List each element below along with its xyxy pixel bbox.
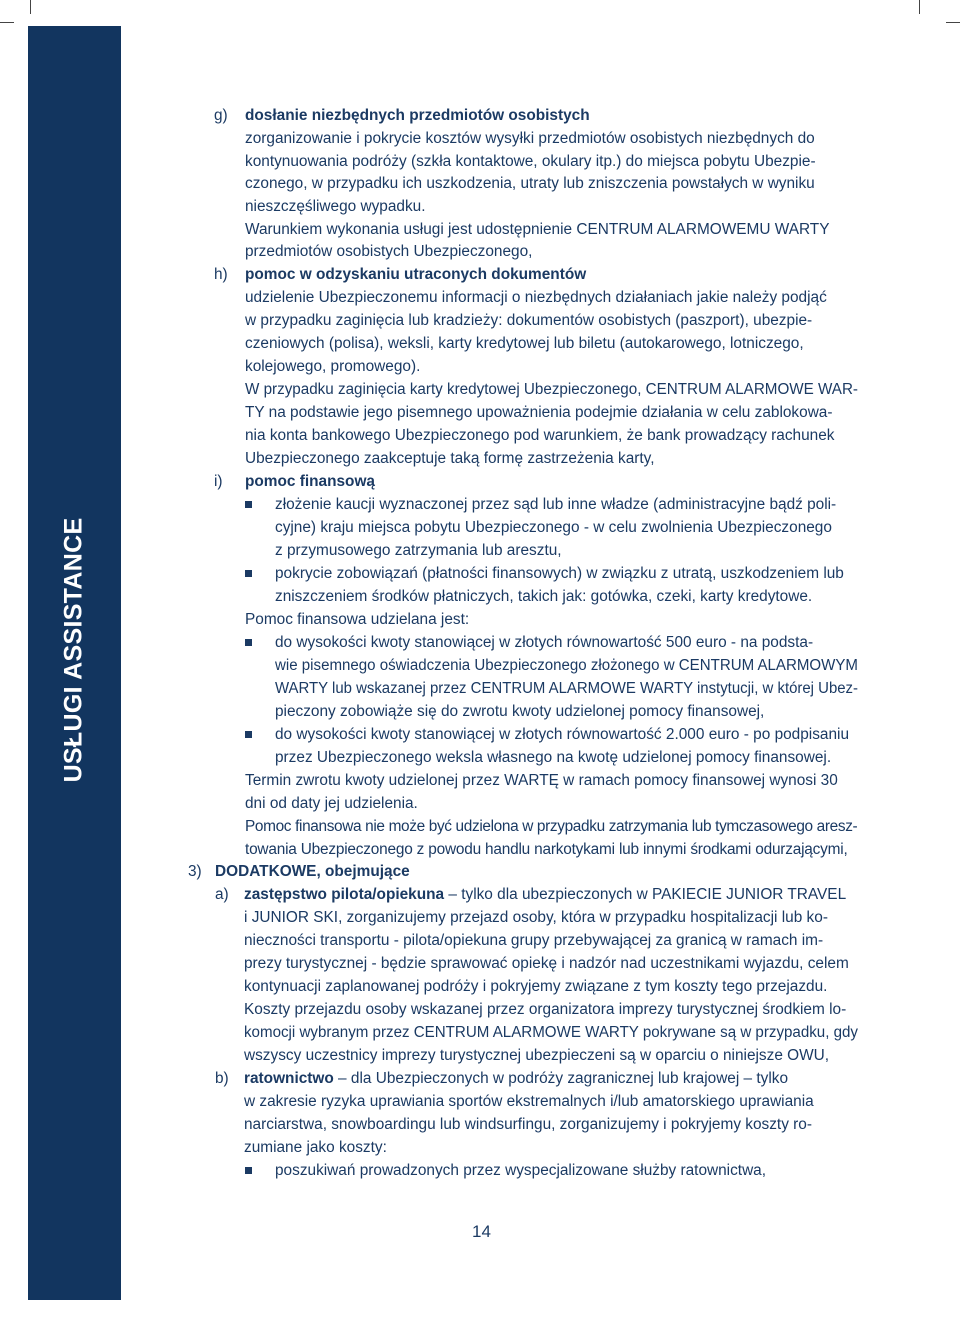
- item-first-line-b: [244, 1068, 788, 1090]
- bullet-square-icon: [245, 501, 252, 508]
- bullet-square-icon: [245, 570, 252, 577]
- bullet-line: pokrycie zobowiązań (płatności finansowych) w związku z utratą, uszkodzeniem lub: [275, 565, 844, 582]
- item-marker-b: b): [215, 1070, 229, 1087]
- bullet-line: pieczony zobowiąże się do zwrotu kwoty udzielonej pomocy finansowej,: [275, 703, 765, 720]
- crop-mark: [30, 0, 31, 14]
- paragraph-line: narciarstwa, snowboardingu lub windsurfingu, zorganizujemy i pokryjemy koszty ro-: [244, 1116, 812, 1133]
- paragraph-line: wszyscy uczestnicy imprezy turystycznej ubezpieczeni są w oparciu o niniejsze OWU,: [244, 1047, 830, 1064]
- paragraph-line: nieszczęśliwego wypadku.: [245, 198, 426, 215]
- paragraph-line: zorganizowanie i pokrycie kosztów wysyłki przedmiotów osobistych niezbędnych do: [245, 130, 815, 147]
- bullet-square-icon: [245, 1167, 252, 1174]
- crop-mark: [919, 0, 920, 14]
- paragraph-line: komocji wybranym przez CENTRUM ALARMOWE WARTY pokrywane są w przypadku, gdy: [244, 1024, 858, 1041]
- paragraph-line: kontynuacji zaplanowanej podróży i pokryjemy związane z tym koszty tego przejazdu.: [244, 978, 828, 995]
- crop-mark: [946, 22, 960, 23]
- paragraph-line: udzielenie Ubezpieczonemu informacji o niezbędnych działaniach jakie należy podjąć: [245, 289, 827, 306]
- bullet-line: przez Ubezpieczonego weksla własnego na kwotę udzielonej pomocy finansowej.: [275, 749, 832, 766]
- item-heading-g: dosłanie niezbędnych przedmiotów osobistych: [245, 107, 590, 124]
- paragraph-line: w zakresie ryzyka uprawiania sportów ekstremalnych i/lub amatorskiego uprawiania: [244, 1093, 814, 1110]
- bullet-line: z przymusowego zatrzymania lub aresztu,: [275, 542, 562, 559]
- paragraph-line: TY na podstawie jego pisemnego upoważnienia podejmie działania w celu zablokowa-: [245, 404, 833, 421]
- item-heading-b: ratownictwo: [244, 1070, 334, 1087]
- bullet-square-icon: [245, 639, 252, 646]
- section-heading-3: DODATKOWE, obejmujące: [215, 863, 410, 880]
- bullet-line: wie pisemnego oświadczenia Ubezpieczonego złożonego w CENTRUM ALARMOWYM: [275, 657, 858, 674]
- item-first-line-a: [244, 884, 846, 906]
- section-marker-3: 3): [188, 863, 202, 880]
- crop-mark: [0, 22, 14, 23]
- item-first-line-rest: – tylko dla ubezpieczonych w PAKIECIE JUNIOR TRAVEL: [444, 886, 847, 903]
- paragraph-line: W przypadku zaginięcia karty kredytowej Ubezpieczonego, CENTRUM ALARMOWE WAR-: [245, 381, 859, 398]
- item-marker-h: h): [214, 266, 228, 283]
- paragraph-line: kolejowego, promowego).: [245, 358, 421, 375]
- item-heading-h: pomoc w odzyskaniu utraconych dokumentów: [245, 266, 587, 283]
- bullet-line: do wysokości kwoty stanowiącej w złotych równowartość 2.000 euro - po podpisaniu: [275, 726, 850, 743]
- paragraph-line: Pomoc finansowa nie może być udzielona w przypadku zatrzymania lub tymczasowego aresz-: [245, 818, 858, 835]
- paragraph-line: Warunkiem wykonania usługi jest udostępnienie CENTRUM ALARMOWEMU WARTY: [245, 221, 830, 238]
- paragraph-line: czonego, w przypadku ich uszkodzenia, utraty lub zniszczenia powstałych w wyniku: [245, 175, 815, 192]
- bullet-line: cyjne) kraju miejsca pobytu Ubezpieczonego - w celu zwolnienia Ubezpieczonego: [275, 519, 832, 536]
- paragraph-line: zumiane jako koszty:: [244, 1139, 387, 1156]
- sidebar-title: USŁUGI ASSISTANCE: [59, 517, 88, 783]
- paragraph-line: czeniowych (polisa), weksli, karty kredytowej lub biletu (autokarowego, lotniczego,: [245, 335, 804, 352]
- paragraph-line: Ubezpieczonego zaakceptuje taką formę zastrzeżenia karty,: [245, 450, 655, 467]
- item-first-line-rest: – dla Ubezpieczonych w podróży zagranicznej lub krajowej – tylko: [333, 1070, 789, 1087]
- paragraph-line: nieczności transportu - pilota/opiekuna grupy przebywającej za granicą w ramach im-: [244, 932, 824, 949]
- paragraph-line: Termin zwrotu kwoty udzielonej przez WARTĘ w ramach pomocy finansowej wynosi 30: [245, 772, 838, 789]
- bullet-line: poszukiwań prowadzonych przez wyspecjalizowane służby ratownictwa,: [275, 1162, 767, 1179]
- bullet-square-icon: [245, 731, 252, 738]
- bullet-line: złożenie kaucji wyznaczonej przez sąd lub inne władze (administracyjne bądź poli-: [275, 496, 837, 513]
- paragraph-line: Pomoc finansowa udzielana jest:: [245, 611, 470, 628]
- bullet-line: do wysokości kwoty stanowiącej w złotych równowartość 500 euro - na podsta-: [275, 634, 814, 651]
- bullet-line: zniszczeniem środków płatniczych, takich jak: gotówka, czeki, karty kredytowe.: [275, 588, 813, 605]
- paragraph-line: towania Ubezpieczonego z powodu handlu narkotykami lub innymi środkami odurzającymi,: [245, 841, 848, 858]
- paragraph-line: kontynuowania podróży (szkła kontaktowe, okulary itp.) do miejsca pobytu Ubezpie-: [245, 153, 816, 170]
- bullet-line: WARTY lub wskazanej przez CENTRUM ALARMOWE WARTY instytucji, w której Ubez-: [275, 680, 859, 697]
- item-heading-i: pomoc finansową: [245, 473, 375, 490]
- item-heading-a: zastępstwo pilota/opiekuna: [244, 886, 445, 903]
- paragraph-line: dni od daty jej udzielenia.: [245, 795, 418, 812]
- paragraph-line: nia konta bankowego Ubezpieczonego pod warunkiem, że bank prowadzący rachunek: [245, 427, 835, 444]
- paragraph-line: prezy turystycznej - będzie sprawować opiekę i nadzór nad uczestnikami wyjazdu, celem: [244, 955, 849, 972]
- item-marker-g: g): [214, 107, 228, 124]
- item-marker-a: a): [215, 886, 229, 903]
- paragraph-line: i JUNIOR SKI, zorganizujemy przejazd osoby, która w przypadku hospitalizacji lub ko-: [244, 909, 828, 926]
- paragraph-line: w przypadku zaginięcia lub kradzieży: dokumentów osobistych (paszport), ubezpie-: [245, 312, 813, 329]
- paragraph-line: przedmiotów osobistych Ubezpieczonego,: [245, 243, 533, 260]
- item-marker-i: i): [214, 473, 223, 490]
- paragraph-line: Koszty przejazdu osoby wskazanej przez organizatora imprezy turystycznej środkiem lo-: [244, 1001, 847, 1018]
- page-number: 14: [472, 1222, 491, 1241]
